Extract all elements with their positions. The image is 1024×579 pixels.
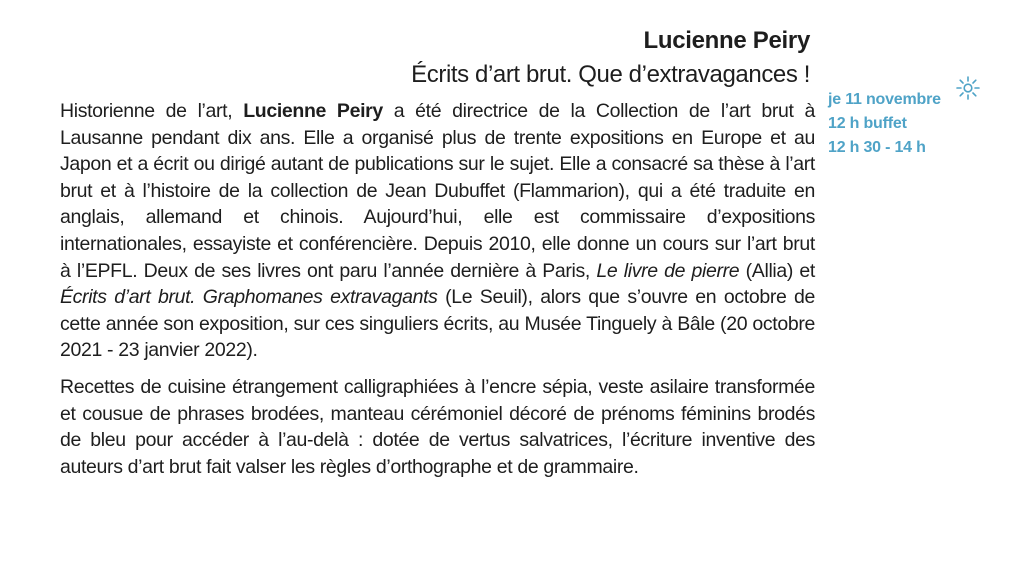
bio-text: Historienne de l’art, bbox=[60, 100, 244, 122]
bio-text: a été directrice de la Collection de l’art brut à Lausanne pendant dix ans. Elle a organisé plus de trente expositions en Europe et au Japon et a écrit ou dirigé autant de publications sur le sujet. Elle a consacré sa thèse à l’art brut et à l’histoire de la collection de Jean Dubuffet (Flammarion), qui a été traduite en anglais, allemand et chinois. Aujourd’hui, elle est commissaire d’expositions internationales, essayiste et conférencière. Depuis 2010, elle donne un cours sur l’art brut à l’EPFL. Deux de ses livres ont paru l’année dernière à Paris, bbox=[60, 100, 815, 282]
book-title: Écrits d’art brut. Graphomanes extravagants bbox=[60, 286, 438, 309]
description-paragraph: Recettes de cuisine étrangement calligraphiées à l’encre sépia, veste asilaire transformée et cousue de phrases brodées, manteau cérémoniel décoré de prénoms féminins brodés de bleu pour accéder à l’au-delà : dotée de vertus salvatrices, l’écriture inventive des auteurs d’art brut fait valser les règles d’orthographe et de grammaire. bbox=[60, 375, 815, 478]
schedule-info bbox=[828, 88, 941, 160]
article-body bbox=[60, 98, 815, 480]
bio-text: (Le Seuil), alors que s’ouvre en octobre de cette année son exposition, sur ces singuliers écrits, au Musée Tinguely à Bâle (20 octobre 2021 - 23 janvier 2022). bbox=[60, 286, 816, 362]
biography-paragraph bbox=[60, 98, 815, 364]
sun-icon bbox=[955, 75, 981, 101]
talk-time: 12 h 30 - 14 h bbox=[828, 139, 926, 156]
buffet-time: 12 h buffet bbox=[828, 115, 907, 132]
bio-text: (Allia) et bbox=[739, 259, 815, 282]
speaker-name-inline: Lucienne Peiry bbox=[243, 100, 383, 122]
event-header bbox=[411, 24, 810, 92]
talk-title: Écrits d’art brut. Que d’extravagances ! bbox=[411, 61, 810, 88]
book-title: Le livre de pierre bbox=[596, 259, 740, 282]
speaker-name: Lucienne Peiry bbox=[643, 27, 810, 54]
event-date: je 11 novembre bbox=[828, 91, 941, 108]
